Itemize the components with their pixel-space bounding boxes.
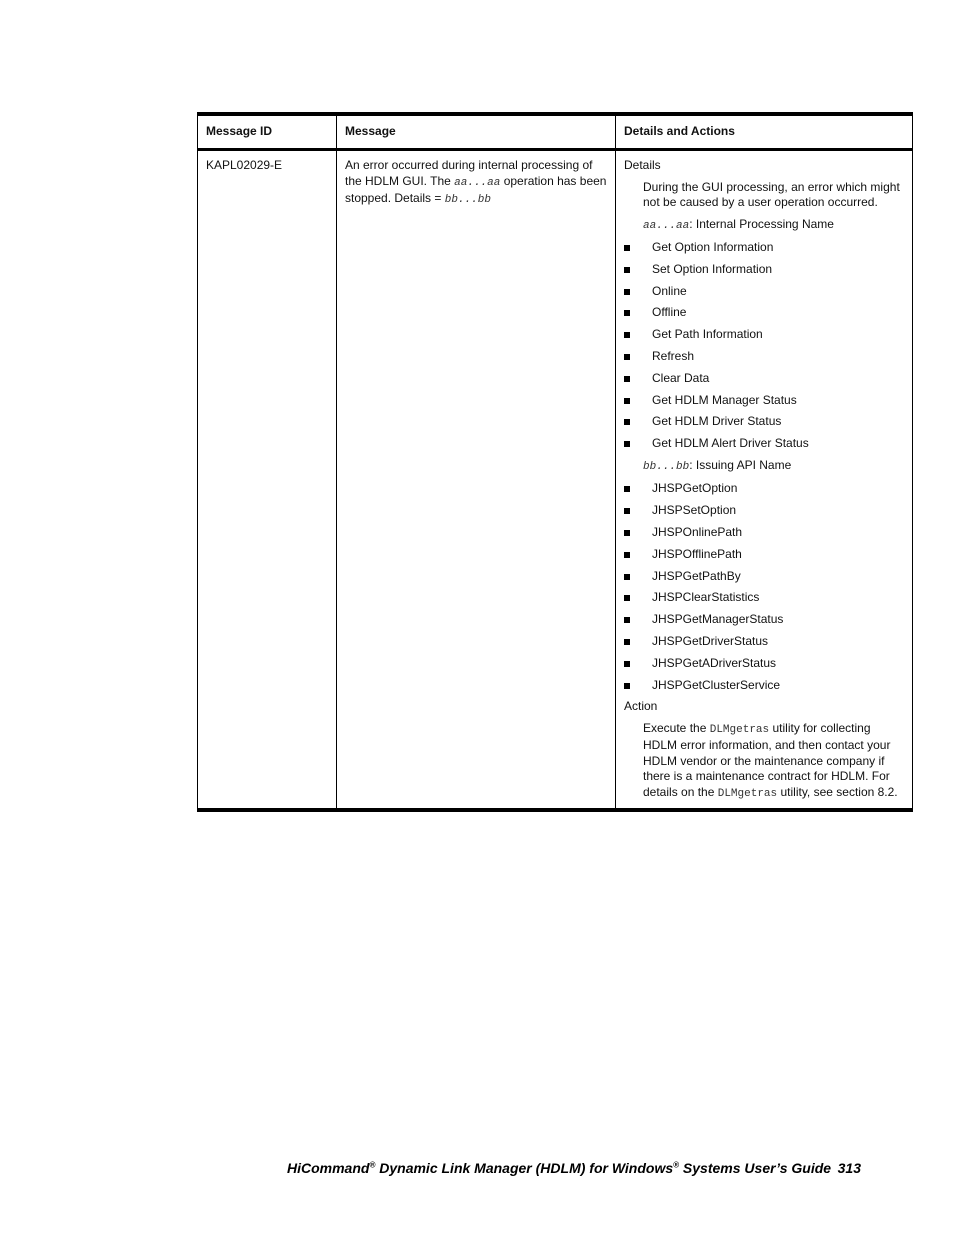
- aa-item-label: Clear Data: [652, 370, 710, 385]
- bb-item-label: JHSPGetPathBy: [652, 568, 741, 583]
- footer-reg-mark-2: ®: [673, 1160, 680, 1170]
- list-item: [624, 656, 904, 672]
- bullet-icon: [624, 683, 630, 689]
- bullet-icon: [624, 441, 630, 447]
- bullet-icon: [624, 552, 630, 558]
- header-message: Message: [337, 114, 616, 150]
- bb-item-label: JHSPOfflinePath: [652, 546, 742, 561]
- aa-item-label: Get Option Information: [652, 240, 774, 254]
- list-item: [624, 327, 904, 343]
- page-number: 313: [837, 1160, 861, 1176]
- list-item: [624, 305, 904, 321]
- cell-message: [337, 150, 616, 811]
- bb-item-label: JHSPGetDriverStatus: [652, 634, 769, 649]
- footer-title-tail: Systems User’s Guide: [679, 1160, 832, 1176]
- message-table: [197, 112, 913, 812]
- list-item: [624, 678, 904, 694]
- page-footer: [287, 1160, 861, 1176]
- bullet-icon: [624, 639, 630, 645]
- bb-var-line: [643, 458, 904, 476]
- bullet-icon: [624, 574, 630, 580]
- list-item: [624, 547, 904, 563]
- bb-item-label: JHSPSetOption: [652, 503, 737, 518]
- table-header-row: [198, 114, 913, 150]
- action-util-1: DLMgetras: [709, 723, 770, 736]
- bullet-icon: [624, 398, 630, 404]
- list-item: [624, 371, 904, 387]
- list-item: [624, 262, 904, 278]
- message-var-aa: aa...aa: [454, 176, 501, 189]
- aa-label: : Internal Processing Name: [689, 216, 834, 231]
- list-item: [624, 569, 904, 585]
- bullet-icon: [624, 486, 630, 492]
- footer-title-mid: Dynamic Link Manager (HDLM) for Windows: [375, 1160, 674, 1176]
- bb-item-label: JHSPGetClusterService: [652, 677, 781, 692]
- bullet-icon: [624, 267, 630, 273]
- list-item: [624, 284, 904, 300]
- table-row: [198, 150, 913, 811]
- message-text-2: operation has been stopped. Details =: [345, 173, 607, 205]
- bullet-icon: [624, 530, 630, 536]
- bb-item-label: JHSPGetADriverStatus: [652, 655, 777, 670]
- bullet-icon: [624, 354, 630, 360]
- bb-item-label: JHSPOnlinePath: [652, 525, 743, 540]
- action-text: [643, 721, 904, 803]
- bullet-icon: [624, 595, 630, 601]
- aa-item-label: Online: [652, 283, 687, 298]
- aa-item-label: Refresh: [652, 348, 695, 363]
- list-item: [624, 436, 904, 452]
- bb-var: bb...bb: [643, 460, 690, 473]
- action-util-2: DLMgetras: [717, 787, 778, 800]
- aa-item-list: [624, 240, 904, 452]
- aa-item-label: Offline: [652, 305, 687, 320]
- list-item: [624, 590, 904, 606]
- bb-item-label: JHSPGetOption: [652, 481, 738, 496]
- bb-label: : Issuing API Name: [689, 457, 792, 472]
- header-details-actions: Details and Actions: [616, 114, 913, 150]
- list-item: [624, 634, 904, 650]
- message-text-1: An error occurred during internal processing of the HDLM GUI. The: [345, 158, 593, 188]
- bullet-icon: [624, 332, 630, 338]
- bullet-icon: [624, 245, 630, 251]
- list-item: [624, 414, 904, 430]
- aa-item-label: Get Path Information: [652, 327, 763, 342]
- aa-item-label: Set Option Information: [652, 261, 773, 276]
- footer-reg-mark: ®: [369, 1160, 376, 1170]
- cell-details-actions: [616, 150, 913, 811]
- aa-var: aa...aa: [643, 219, 690, 232]
- list-item: [624, 240, 904, 256]
- action-text-3: utility, see section 8.2.: [777, 784, 898, 799]
- message-var-bb: bb...bb: [444, 194, 491, 206]
- list-item: [624, 393, 904, 409]
- list-item: [624, 503, 904, 519]
- bullet-icon: [624, 508, 630, 514]
- footer-title: [287, 1160, 831, 1176]
- bb-item-label: JHSPGetManagerStatus: [652, 612, 784, 627]
- bb-item-list: [624, 481, 904, 693]
- list-item: [624, 349, 904, 365]
- aa-item-label: Get HDLM Alert Driver Status: [652, 436, 809, 451]
- bullet-icon: [624, 376, 630, 382]
- details-intro: During the GUI processing, an error which might not be caused by a user operation occurred.: [643, 179, 900, 209]
- bullet-icon: [624, 419, 630, 425]
- bullet-icon: [624, 289, 630, 295]
- action-text-1: Execute the: [643, 720, 710, 735]
- header-message-id: Message ID: [198, 114, 337, 150]
- list-item: [624, 481, 904, 497]
- bb-item-label: JHSPClearStatistics: [652, 590, 760, 605]
- bullet-icon: [624, 661, 630, 667]
- action-heading: Action: [624, 699, 658, 714]
- list-item: [624, 525, 904, 541]
- bullet-icon: [624, 310, 630, 316]
- aa-var-line: [643, 217, 904, 235]
- aa-item-label: Get HDLM Manager Status: [652, 392, 797, 407]
- aa-item-label: Get HDLM Driver Status: [652, 414, 782, 429]
- list-item: [624, 612, 904, 628]
- bullet-icon: [624, 617, 630, 623]
- footer-brand: HiCommand: [287, 1160, 370, 1176]
- action-text-2: utility for collecting HDLM error information, and then contact your HDLM vendor or the maintenance company if there is a maintenance contract for HDLM. For details on the: [643, 720, 891, 799]
- cell-message-id: KAPL02029-E: [198, 150, 337, 811]
- details-heading: Details: [624, 158, 661, 172]
